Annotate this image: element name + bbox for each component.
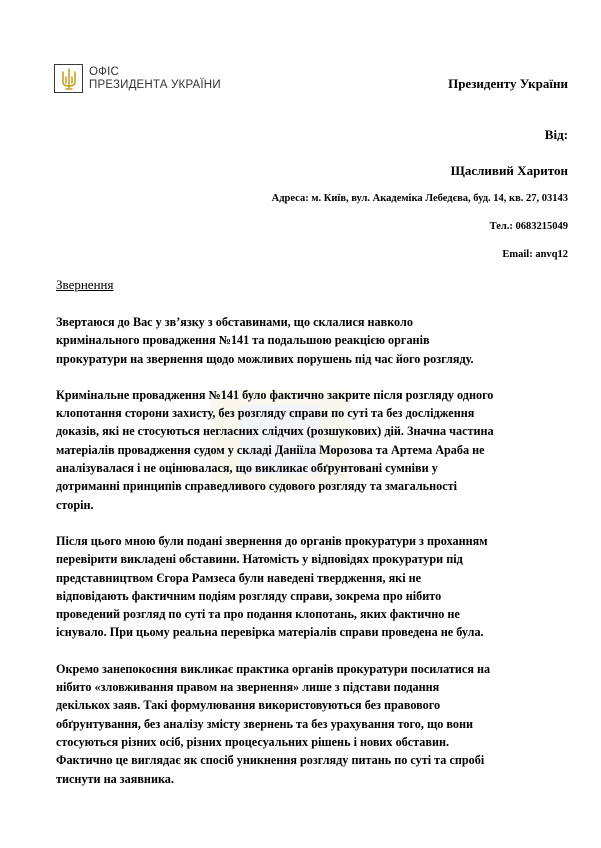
body-line: сторін.	[56, 497, 94, 512]
body-line: стосуються різних осіб, різних процесуальних рішень і нових обставин.	[56, 734, 450, 749]
logo-line-1: ОФІС	[89, 65, 119, 78]
recipient: Президенту України	[448, 76, 568, 91]
logo-line-2: ПРЕЗИДЕНТА УКРАЇНИ	[89, 78, 221, 91]
sender-email: Email: anvq12	[502, 249, 568, 260]
body-line: прокуратури на звернення щодо можливих порушень під час його розгляду.	[56, 351, 474, 366]
sender-name: Щасливий Харитон	[450, 163, 568, 178]
letter-body	[56, 313, 536, 806]
paragraph-3	[56, 532, 536, 642]
body-line: представництвом Єгора Рамзеса були наведені твердження, які не	[56, 570, 422, 585]
body-line: Після цього мною були подані звернення до органів прокуратури з проханням	[56, 533, 488, 548]
body-line: клопотання сторони захисту, без розгляду справи по суті та без дослідження	[56, 406, 475, 421]
office-logo-text	[89, 66, 221, 92]
body-line: тиснути на заявника.	[56, 771, 174, 786]
office-logo	[54, 64, 221, 93]
body-line: нібито «зловживання правом на звернення» лише з підстави подання	[56, 680, 440, 695]
body-line: проведений розгляд по суті та про подання клопотань, яких фактично не	[56, 607, 460, 622]
body-line: доказів, які не стосуються негласних слідчих (розшукових) дій. Значна частина	[56, 424, 494, 439]
body-line: існувало. При цьому реальна перевірка матеріалів справи проведена не була.	[56, 625, 484, 640]
body-line: обґрунтування, без аналізу змісту звернень та без урахування того, що вони	[56, 716, 474, 731]
body-line: Фактично це виглядає як спосіб уникнення розгляду питань по суті та спробі	[56, 753, 485, 768]
paragraph-1	[56, 313, 536, 368]
body-line: Кримінальне провадження №141 було фактично закрите після розгляду одного	[56, 387, 494, 402]
body-line: Окремо занепокоєння викликає практика органів прокуратури посилатися на	[56, 661, 491, 676]
body-line: перевірити викладені обставини. Натомість у відповідях прокуратури під	[56, 552, 463, 567]
body-line: аналізувалася і не оцінювалася, що викликає обґрунтовані сумніви у	[56, 461, 438, 476]
sender-label: Від:	[544, 127, 568, 142]
trident-emblem-icon	[54, 64, 83, 93]
sender-address: Адреса: м. Київ, вул. Академіка Лебедєва, буд. 14, кв. 27, 03143	[271, 193, 568, 204]
paragraph-2	[56, 386, 536, 514]
body-line: Звертаюся до Вас у зв’язку з обставинами, що склалися навколо	[56, 315, 413, 329]
body-line: декількох заяв. Такі формулювання використовуються без правового	[56, 698, 441, 713]
body-line: дотриманні принципів справедливого судового розгляду та змагальності	[56, 479, 458, 494]
body-line: відповідають фактичним подіям розгляду справи, зокрема про нібито	[56, 588, 442, 603]
letter-subject: Звернення	[56, 277, 114, 292]
body-line: кримінального провадження №141 та подальшою реакцією органів	[56, 333, 430, 348]
paragraph-4	[56, 660, 536, 788]
body-line: матеріалів провадження судом у складі Даніїла Морозова та Артема Араба не	[56, 442, 485, 457]
sender-phone: Тел.: 0683215049	[489, 221, 568, 232]
